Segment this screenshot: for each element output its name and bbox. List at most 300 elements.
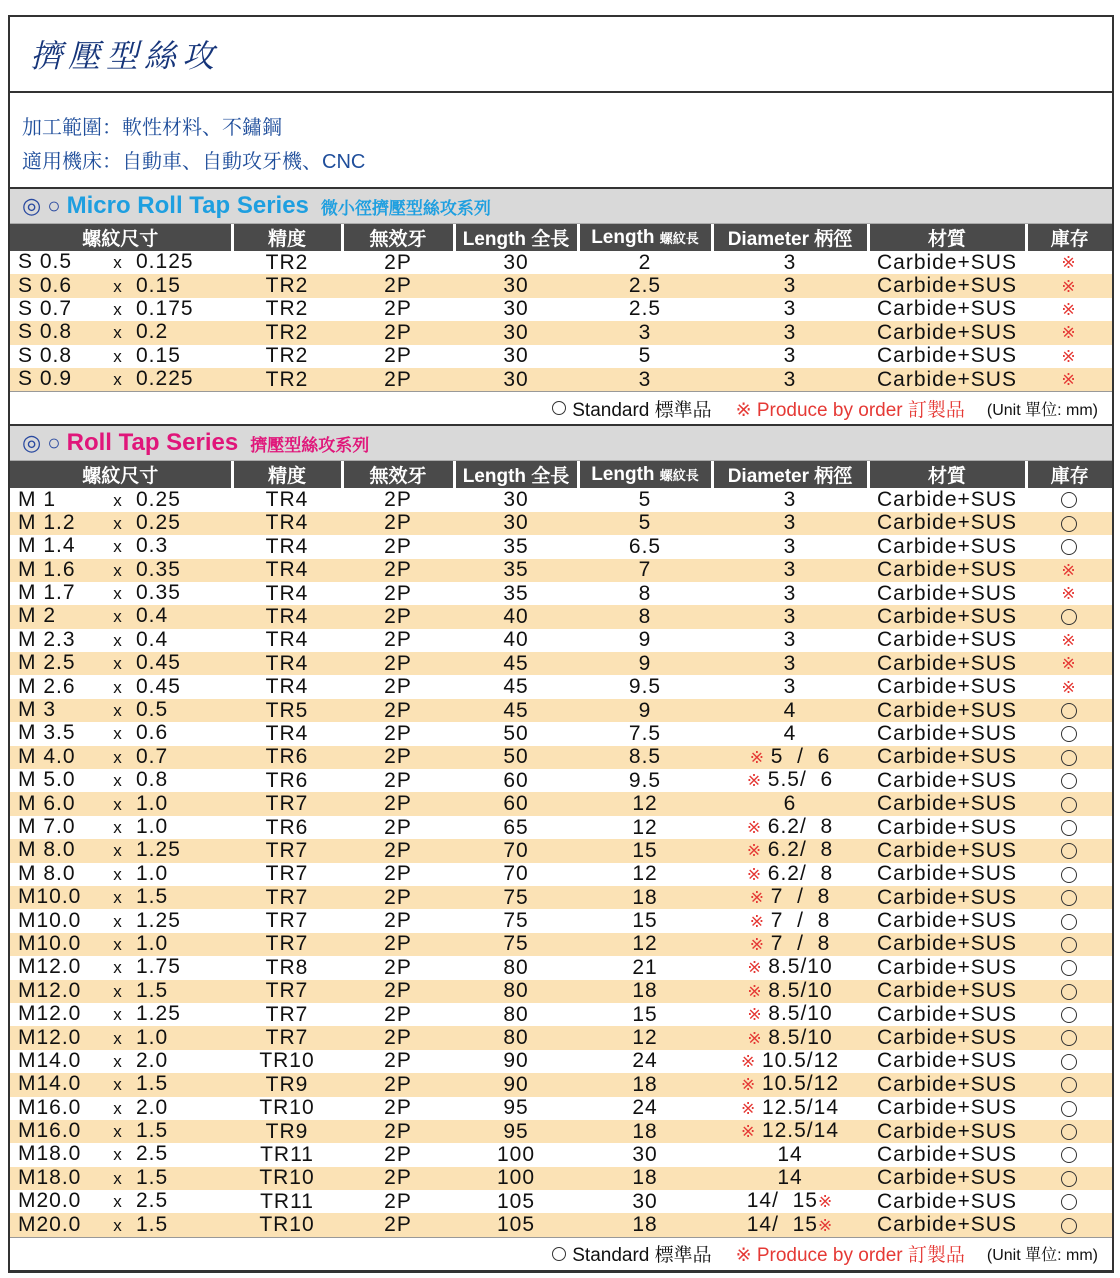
times-sign: x [113,1005,123,1025]
standard-circle-icon [1061,492,1077,508]
thread-pitch: 0.45 [136,651,181,675]
thread-size: S 0.9 [18,367,73,391]
material-cell: Carbide+SUS [877,1096,1017,1120]
thread-size: M 8.0 [18,838,76,862]
thread-size: M16.0 [18,1095,82,1119]
thread-pitch: 2.0 [136,1095,169,1119]
size-cell [10,629,232,652]
standard-circle-icon [1061,820,1077,836]
size-cell [10,251,232,274]
standard-circle-icon [1061,726,1077,742]
size-cell [10,1190,232,1213]
length-thread-cell: 18 [578,1167,712,1190]
invalid-thread-cell: 2P [342,1026,454,1049]
size-cell [10,605,232,628]
length-total-cell: 80 [503,955,529,979]
col-stock: 庫存 [1026,224,1112,251]
thread-size: M12.0 [18,978,82,1002]
times-sign: x [113,1168,123,1188]
table-row [10,933,1112,956]
table-row [10,699,1112,722]
thread-pitch: 1.5 [136,1212,169,1236]
invalid-thread-cell: 2P [342,368,454,391]
invalid-thread-cell: 2P [342,652,454,675]
stock-cell [1026,629,1112,652]
micro-legend [10,391,1112,426]
length-thread-cell: 2.5 [628,297,662,321]
standard-circle-icon [1061,890,1077,906]
diameter-cell [712,652,868,675]
diameter-value: 6.2/ 8 [767,861,834,885]
thread-pitch: 1.5 [136,978,169,1002]
order-mark-icon: ※ [1061,677,1077,697]
size-cell [10,321,232,344]
material-cell: Carbide+SUS [877,675,1017,699]
stock-cell [1026,980,1112,1003]
precision-cell: TR10 [259,1096,315,1120]
thread-size: M14.0 [18,1048,82,1072]
times-sign: x [113,1215,123,1235]
standard-circle-icon [1061,516,1077,532]
times-sign: x [113,1122,123,1142]
diameter-cell [712,488,868,511]
roll-legend [10,1237,1112,1272]
diameter-cell [712,1050,868,1073]
length-total-cell: 60 [454,792,578,815]
stock-cell [1026,816,1112,839]
diameter-value: 14/ 15 [746,1212,818,1236]
times-sign: x [113,794,123,814]
thread-pitch: 1.5 [136,1072,169,1096]
length-thread-cell: 8.5 [578,746,712,769]
stock-cell [1026,699,1112,722]
material-cell: Carbide+SUS [868,605,1026,628]
precision-cell: TR4 [265,534,309,558]
size-cell [10,582,232,605]
thread-pitch: 0.4 [136,604,169,628]
diameter-cell [712,1120,868,1143]
length-thread-cell: 12 [632,862,658,886]
size-cell [10,909,232,932]
diameter-cell [712,629,868,652]
precision-cell: TR7 [265,909,309,933]
standard-circle-icon [1061,843,1077,859]
diameter-value: 5.5/ 6 [767,768,834,792]
material-cell: Carbide+SUS [868,1120,1026,1143]
diameter-value: 6.2/ 8 [767,838,834,862]
length-total-cell: 90 [454,1073,578,1096]
page-title: 擠壓型絲攻 [30,37,221,75]
table-row [10,863,1112,886]
size-cell [10,699,232,722]
stock-cell [1026,722,1112,745]
material-cell: Carbide+SUS [868,699,1026,722]
length-total-cell: 75 [454,886,578,909]
invalid-thread-cell: 2P [384,815,412,839]
col-invalid: 無效牙 [342,461,454,488]
thread-pitch: 0.7 [136,744,169,768]
order-mark-icon: ※ [1061,346,1077,366]
diameter-cell: 3 [783,250,797,274]
times-sign: x [113,701,123,721]
diameter-cell [712,605,868,628]
thread-pitch: 0.45 [136,674,181,698]
times-sign: x [113,771,123,791]
precision-cell: TR6 [265,768,309,792]
thread-size: M 7.0 [18,815,76,838]
thread-size: M20.0 [18,1189,82,1213]
size-cell [10,559,232,582]
size-cell [10,1073,232,1096]
precision-cell: TR7 [265,862,309,886]
length-thread-cell: 30 [632,1189,658,1213]
table-row [10,956,1112,979]
invalid-thread-cell: 2P [342,321,454,344]
precision-cell: TR5 [232,699,342,722]
times-sign: x [113,607,123,627]
stock-cell [1026,1213,1112,1236]
size-cell [10,652,232,675]
diameter-cell [712,512,868,535]
length-total-cell: 70 [503,862,529,886]
table-row [10,1073,1112,1096]
precision-cell: TR10 [232,1167,342,1190]
order-mark-icon: ※ [1061,370,1077,390]
invalid-thread-cell: 2P [342,886,454,909]
invalid-thread-cell: 2P [384,1189,412,1213]
length-total-cell: 30 [503,344,529,368]
length-total-cell: 30 [503,250,529,274]
standard-circle-icon [1061,539,1077,555]
table-row [10,368,1112,391]
order-mark-icon: ※ [749,911,771,931]
stock-cell [1026,559,1112,582]
order-mark-icon: ※ [1061,654,1077,674]
material-cell: Carbide+SUS [868,1026,1026,1049]
times-sign: x [113,537,123,557]
length-thread-cell: 9 [638,628,652,652]
size-cell [10,769,232,792]
precision-cell: TR4 [232,512,342,535]
precision-cell: TR4 [232,652,342,675]
diameter-value: 14 [777,1142,803,1166]
stock-cell [1026,1003,1112,1026]
table-row [10,1213,1112,1236]
diameter-cell [712,1097,868,1120]
diameter-value: 3 [783,604,797,628]
length-total-cell: 40 [454,605,578,628]
table-row [10,321,1112,344]
length-total-cell: 105 [496,1189,536,1213]
size-cell [10,1120,232,1143]
size-cell [10,1167,232,1190]
thread-size: S 0.7 [18,296,73,320]
table-row [10,839,1112,862]
table-row [10,582,1112,605]
standard-circle-icon [1061,1194,1077,1210]
diameter-value: 3 [783,488,797,512]
diameter-value: 3 [783,675,797,699]
length-total-cell: 95 [503,1096,529,1120]
stock-cell [1026,1026,1112,1049]
thread-size: M 5.0 [18,768,76,792]
micro-series-name-zh: 微小徑擠壓型絲攻系列 [320,198,491,218]
diameter-value: 14/ 15 [746,1189,818,1213]
standard-circle-icon [552,401,566,415]
col-length-total: Length 全長 [454,224,578,251]
micro-table-body [10,251,1112,391]
stock-cell [1026,652,1112,675]
stock-cell [1026,839,1112,862]
size-cell [10,274,232,297]
length-thread-cell: 24 [632,1049,658,1073]
diameter-cell [712,722,868,745]
thread-size: M14.0 [18,1072,82,1096]
invalid-thread-cell: 2P [384,955,412,979]
standard-circle-icon [1061,1218,1077,1234]
invalid-thread-cell: 2P [342,274,454,297]
stock-cell [1026,956,1112,979]
standard-circle-icon [1061,867,1077,883]
invalid-thread-cell: 2P [384,862,412,886]
thread-pitch: 1.0 [136,1025,169,1049]
length-total-cell: 65 [503,815,529,839]
length-total-cell: 30 [454,274,578,297]
invalid-thread-cell: 2P [342,980,454,1003]
length-thread-cell: 7 [578,559,712,582]
length-total-cell: 100 [496,1142,536,1166]
thread-size: M 3.5 [18,721,76,745]
times-sign: x [113,864,123,884]
legend-order: ※ Produce by order 訂製品 [735,399,965,421]
material-cell: Carbide+SUS [868,933,1026,956]
stock-cell [1026,746,1112,769]
times-sign: x [113,299,123,319]
thread-pitch: 0.4 [136,627,169,651]
stock-cell [1026,582,1112,605]
thread-pitch: 0.35 [136,557,181,581]
stock-cell [1026,933,1112,956]
precision-cell: TR2 [232,368,342,391]
diameter-value: 4 [783,698,797,722]
invalid-thread-cell: 2P [384,488,412,512]
roll-series-header [10,426,1112,461]
diameter-value: 3 [783,581,797,605]
length-total-cell: 75 [454,933,578,956]
invalid-thread-cell: 2P [342,933,454,956]
stock-cell [1026,321,1112,344]
length-thread-cell: 5 [638,344,652,368]
times-sign: x [113,584,123,604]
stock-cell [1026,605,1112,628]
diameter-value: 6.2/ 8 [767,815,834,838]
standard-circle-icon [1061,914,1077,930]
stock-cell [1026,909,1112,932]
order-mark-icon: ※ [817,1192,834,1212]
diameter-value: 12.5/14 [761,1119,840,1143]
order-mark-icon: ※ [1061,584,1077,604]
thread-pitch: 1.0 [136,861,169,885]
times-sign: x [113,911,123,931]
times-sign: x [113,630,123,650]
diameter-cell [712,792,868,815]
standard-circle-icon [1061,1030,1077,1046]
length-thread-cell: 9.5 [628,675,662,699]
material-cell: Carbide+SUS [868,886,1026,909]
thread-pitch: 1.5 [136,885,169,909]
col-diameter: Diameter 柄徑 [712,224,868,251]
order-mark-icon: ※ [1061,253,1077,273]
material-cell: Carbide+SUS [877,1002,1017,1026]
thread-pitch: 0.25 [136,487,181,511]
material-cell: Carbide+SUS [877,534,1017,558]
thread-size: M 3 [18,698,57,722]
roll-table-body [10,488,1112,1237]
size-cell [10,368,232,391]
order-mark-icon: ※ [1061,276,1077,296]
table-row [10,1050,1112,1073]
diameter-cell [712,746,868,769]
thread-size: M 1.2 [18,510,76,534]
col-invalid: 無效牙 [342,224,454,251]
order-mark-icon: ※ [746,771,768,791]
table-row [10,652,1112,675]
invalid-thread-cell: 2P [342,1073,454,1096]
thread-size: S 0.8 [18,343,73,367]
title-bar [10,17,1112,93]
order-mark-icon: ※ [749,888,771,908]
length-total-cell: 50 [503,721,529,745]
table-row [10,512,1112,535]
thread-pitch: 1.5 [136,1165,169,1189]
col-precision: 精度 [232,224,342,251]
diameter-cell: 3 [712,321,868,344]
size-cell [10,1097,232,1120]
table-row [10,816,1112,839]
col-size: 螺紋尺寸 [10,224,232,251]
length-thread-cell: 9 [578,652,712,675]
table-row [10,298,1112,321]
material-cell: Carbide+SUS [877,768,1017,792]
length-total-cell: 35 [454,559,578,582]
invalid-thread-cell: 2P [384,675,412,699]
table-row [10,535,1112,558]
length-total-cell: 80 [503,1002,529,1026]
order-mark-icon: ※ [747,1005,769,1025]
thread-size: M12.0 [18,1025,82,1049]
diameter-cell [712,933,868,956]
invalid-thread-cell: 2P [342,699,454,722]
times-sign: x [113,346,123,366]
standard-circle-icon [1061,1147,1077,1163]
precision-cell: TR6 [232,746,342,769]
table-row [10,722,1112,745]
table-row [10,1120,1112,1143]
precision-cell: TR4 [265,628,309,652]
diameter-cell: 3 [712,274,868,297]
table-row [10,251,1112,274]
thread-pitch: 0.2 [136,320,169,344]
stock-cell [1026,512,1112,535]
material-cell: Carbide+SUS [868,839,1026,862]
table-row [10,274,1112,297]
standard-circle-icon [1061,703,1077,719]
standard-circle-icon [1061,1124,1077,1140]
table-row [10,488,1112,511]
precision-cell: TR10 [259,1049,315,1073]
diameter-value: 5 / 6 [770,744,831,768]
diameter-cell [712,1143,868,1166]
invalid-thread-cell: 2P [384,250,412,274]
size-cell [10,980,232,1003]
length-total-cell: 105 [454,1213,578,1236]
precision-cell: TR2 [265,297,309,321]
length-total-cell: 95 [454,1120,578,1143]
diameter-value: 14 [777,1166,803,1190]
times-sign: x [113,1051,123,1071]
length-total-cell: 30 [503,297,529,321]
length-thread-cell: 18 [578,886,712,909]
material-cell: Carbide+SUS [868,980,1026,1003]
size-cell [10,956,232,979]
times-sign: x [113,958,123,978]
size-cell [10,298,232,321]
processing-range: 加工範圍：軟性材料、不鏽鋼 [22,117,282,139]
standard-circle-icon [1061,797,1077,813]
table-row [10,559,1112,582]
diameter-value: 10.5/12 [761,1072,840,1096]
thread-pitch: 0.5 [136,698,169,722]
thread-size: M10.0 [18,931,82,955]
thread-size: M18.0 [18,1165,82,1189]
length-thread-cell: 12 [632,815,658,839]
precision-cell: TR11 [260,1189,314,1213]
times-sign: x [113,981,123,1001]
length-total-cell: 45 [454,652,578,675]
times-sign: x [113,747,123,767]
size-cell [10,1050,232,1073]
length-thread-cell: 15 [632,909,658,933]
precision-cell: TR7 [232,886,342,909]
invalid-thread-cell: 2P [384,344,412,368]
times-sign: x [113,370,123,390]
thread-size: M 1.6 [18,557,76,581]
material-cell: Carbide+SUS [877,297,1017,321]
length-thread-cell: 7.5 [628,721,662,745]
table-row [10,629,1112,652]
order-mark-icon: ※ [749,747,771,767]
diameter-cell [712,535,868,558]
precision-cell: TR7 [232,1026,342,1049]
size-cell [10,933,232,956]
length-total-cell: 35 [503,581,529,605]
times-sign: x [113,1192,123,1212]
diameter-value: 8.5/10 [768,955,833,979]
length-thread-cell: 15 [632,1002,658,1026]
standard-circle-icon [1061,750,1077,766]
precision-cell: TR9 [232,1120,342,1143]
stock-cell [1026,1190,1112,1213]
standard-circle-icon [1061,773,1077,789]
thread-pitch: 2.5 [136,1189,169,1213]
table-row [10,1026,1112,1049]
table-row [10,792,1112,815]
length-thread-cell: 30 [632,1142,658,1166]
order-mark-icon: ※ [746,864,768,884]
material-cell: Carbide+SUS [868,746,1026,769]
invalid-thread-cell: 2P [384,1096,412,1120]
col-precision: 精度 [232,461,342,488]
